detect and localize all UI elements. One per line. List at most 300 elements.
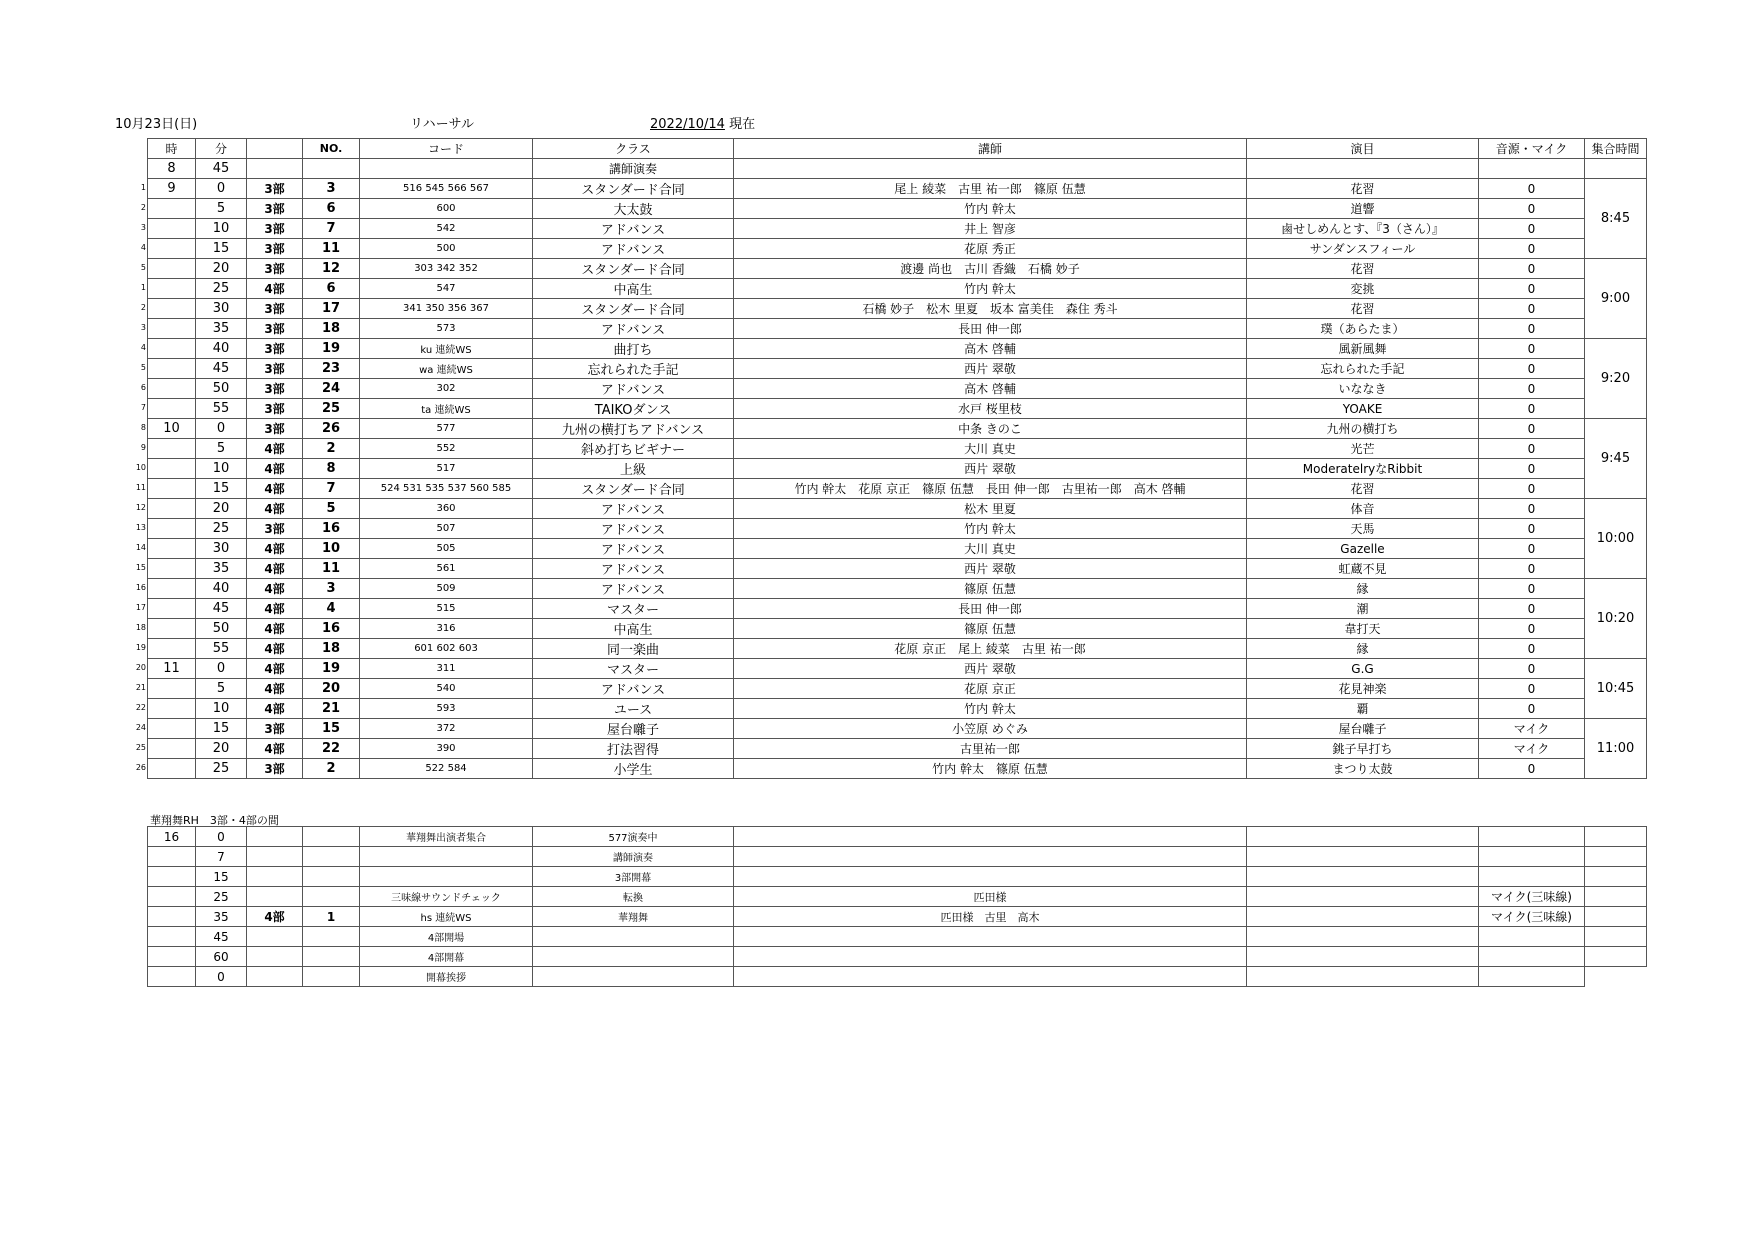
row-number: 11 xyxy=(135,483,146,492)
number-cell: 23 xyxy=(303,359,360,379)
part-cell xyxy=(247,827,303,847)
code-cell: 三味線サウンドチェック xyxy=(360,887,533,907)
table-row xyxy=(148,239,1647,259)
code-cell: hs 連続WS xyxy=(360,907,533,927)
hour-cell: 10 xyxy=(148,419,196,439)
as-of-date xyxy=(650,117,755,133)
class-cell: スタンダード合同 xyxy=(533,479,734,499)
number-cell xyxy=(303,159,360,179)
number-cell: 19 xyxy=(303,339,360,359)
minute-cell: 5 xyxy=(196,439,247,459)
minute-cell: 55 xyxy=(196,399,247,419)
assembly-time-cell: 9:45 xyxy=(1585,419,1647,499)
table-row xyxy=(148,439,1647,459)
code-cell: 573 xyxy=(360,319,533,339)
mic-cell: マイク(三味線) xyxy=(1479,887,1585,907)
hour-cell xyxy=(148,739,196,759)
part-cell: 4部 xyxy=(247,699,303,719)
piece-cell xyxy=(1247,847,1479,867)
row-number: 2 xyxy=(140,303,146,312)
piece-cell: 縁 xyxy=(1247,639,1479,659)
piece-cell: サンダンスフィール xyxy=(1247,239,1479,259)
class-cell: アドバンス xyxy=(533,579,734,599)
class-cell: アドバンス xyxy=(533,559,734,579)
part-cell: 3部 xyxy=(247,299,303,319)
piece-cell: 花習 xyxy=(1247,479,1479,499)
mic-cell: 0 xyxy=(1479,459,1585,479)
row-number: 26 xyxy=(135,763,146,772)
code-cell: 601 602 603 xyxy=(360,639,533,659)
teacher-cell: 匹田様 古里 高木 xyxy=(734,907,1247,927)
number-cell: 24 xyxy=(303,379,360,399)
teacher-cell: 渡邊 尚也 古川 香織 石橋 妙子 xyxy=(734,259,1247,279)
table-row xyxy=(148,259,1647,279)
number-cell: 11 xyxy=(303,559,360,579)
row-number: 20 xyxy=(135,663,146,672)
minute-cell: 10 xyxy=(196,459,247,479)
assembly-time-cell xyxy=(1585,827,1647,847)
piece-cell xyxy=(1247,967,1479,987)
teacher-cell: 西片 翠敬 xyxy=(734,359,1247,379)
table-row xyxy=(148,559,1647,579)
table-row xyxy=(148,219,1647,239)
piece-cell: いななき xyxy=(1247,379,1479,399)
minute-cell: 40 xyxy=(196,339,247,359)
teacher-cell: 花原 秀正 xyxy=(734,239,1247,259)
col-piece: 演目 xyxy=(1247,139,1479,159)
table-row xyxy=(148,479,1647,499)
part-cell: 4部 xyxy=(247,619,303,639)
code-cell: 302 xyxy=(360,379,533,399)
assembly-time-cell: 10:45 xyxy=(1585,659,1647,719)
piece-cell: 変挑 xyxy=(1247,279,1479,299)
teacher-cell: 竹内 幹太 xyxy=(734,699,1247,719)
row-number: 17 xyxy=(135,603,146,612)
teacher-cell: 松木 里夏 xyxy=(734,499,1247,519)
teacher-cell: 花原 京正 xyxy=(734,679,1247,699)
code-cell: 311 xyxy=(360,659,533,679)
mic-cell xyxy=(1479,947,1585,967)
row-number: 6 xyxy=(140,383,146,392)
hour-cell xyxy=(148,927,196,947)
teacher-cell xyxy=(734,967,1247,987)
class-cell: マスター xyxy=(533,599,734,619)
code-cell: 516 545 566 567 xyxy=(360,179,533,199)
teacher-cell xyxy=(734,927,1247,947)
class-cell: 講師演奏 xyxy=(533,159,734,179)
hour-cell xyxy=(148,339,196,359)
part-cell xyxy=(247,159,303,179)
part-cell: 3部 xyxy=(247,359,303,379)
code-cell: 522 584 xyxy=(360,759,533,779)
piece-cell: 韋打天 xyxy=(1247,619,1479,639)
code-cell: 552 xyxy=(360,439,533,459)
part-cell: 3部 xyxy=(247,179,303,199)
row-number: 3 xyxy=(140,223,146,232)
number-cell: 18 xyxy=(303,319,360,339)
part-cell: 4部 xyxy=(247,439,303,459)
mic-cell: 0 xyxy=(1479,699,1585,719)
class-cell: マスター xyxy=(533,659,734,679)
number-cell: 19 xyxy=(303,659,360,679)
hour-cell xyxy=(148,759,196,779)
mic-cell: 0 xyxy=(1479,179,1585,199)
table-row xyxy=(148,639,1647,659)
piece-cell xyxy=(1247,827,1479,847)
teacher-cell: 匹田様 xyxy=(734,887,1247,907)
code-cell: 593 xyxy=(360,699,533,719)
code-cell: 507 xyxy=(360,519,533,539)
part-cell xyxy=(247,867,303,887)
row-number: 21 xyxy=(135,683,146,692)
teacher-cell xyxy=(734,847,1247,867)
table-row xyxy=(148,619,1647,639)
code-cell: 4部開場 xyxy=(360,927,533,947)
col-sound-mic: 音源・マイク xyxy=(1479,139,1585,159)
code-cell: 316 xyxy=(360,619,533,639)
minute-cell: 45 xyxy=(196,159,247,179)
rh-table-row xyxy=(148,867,1647,887)
number-cell: 18 xyxy=(303,639,360,659)
hour-cell xyxy=(148,459,196,479)
rh-section-title: 華翔舞RH 3部・4部の間 xyxy=(150,814,279,827)
teacher-cell: 中条 きのこ xyxy=(734,419,1247,439)
mic-cell: 0 xyxy=(1479,299,1585,319)
teacher-cell: 花原 京正 尾上 綾菜 古里 祐一郎 xyxy=(734,639,1247,659)
minute-cell: 55 xyxy=(196,639,247,659)
hour-cell xyxy=(148,847,196,867)
hour-cell xyxy=(148,379,196,399)
hour-cell xyxy=(148,947,196,967)
class-cell: 小学生 xyxy=(533,759,734,779)
teacher-cell xyxy=(734,947,1247,967)
class-cell: 曲打ち xyxy=(533,339,734,359)
teacher-cell: 井上 智彦 xyxy=(734,219,1247,239)
class-cell: 屋台囃子 xyxy=(533,719,734,739)
part-cell: 3部 xyxy=(247,319,303,339)
col-number: NO. xyxy=(303,139,360,159)
table-row xyxy=(148,519,1647,539)
piece-cell: 花習 xyxy=(1247,179,1479,199)
teacher-cell: 長田 伸一郎 xyxy=(734,319,1247,339)
mic-cell: 0 xyxy=(1479,599,1585,619)
minute-cell: 5 xyxy=(196,679,247,699)
hour-cell: 16 xyxy=(148,827,196,847)
hour-cell xyxy=(148,479,196,499)
minute-cell: 7 xyxy=(196,847,247,867)
hour-cell xyxy=(148,679,196,699)
as-of-date-value: 2022/10/14 xyxy=(650,117,725,132)
table-row xyxy=(148,679,1647,699)
number-cell: 15 xyxy=(303,719,360,739)
part-cell: 3部 xyxy=(247,419,303,439)
teacher-cell: 竹内 幹太 xyxy=(734,519,1247,539)
table-row xyxy=(148,759,1647,779)
minute-cell: 45 xyxy=(196,927,247,947)
table-row xyxy=(148,399,1647,419)
part-cell xyxy=(247,947,303,967)
table-row xyxy=(148,659,1647,679)
table-row xyxy=(148,459,1647,479)
teacher-cell: 石橋 妙子 松木 里夏 坂本 富美佳 森住 秀斗 xyxy=(734,299,1247,319)
class-cell: ユース xyxy=(533,699,734,719)
mic-cell: 0 xyxy=(1479,379,1585,399)
part-cell: 3部 xyxy=(247,339,303,359)
teacher-cell: 篠原 伍慧 xyxy=(734,619,1247,639)
teacher-cell: 大川 真史 xyxy=(734,539,1247,559)
row-number: 2 xyxy=(140,203,146,212)
code-cell: 303 342 352 xyxy=(360,259,533,279)
hour-cell xyxy=(148,259,196,279)
minute-cell: 35 xyxy=(196,319,247,339)
mic-cell xyxy=(1479,847,1585,867)
code-cell: wa 連続WS xyxy=(360,359,533,379)
number-cell: 16 xyxy=(303,519,360,539)
minute-cell: 0 xyxy=(196,419,247,439)
row-number: 18 xyxy=(135,623,146,632)
teacher-cell xyxy=(734,867,1247,887)
code-cell: 509 xyxy=(360,579,533,599)
hour-cell xyxy=(148,199,196,219)
part-cell: 3部 xyxy=(247,379,303,399)
piece-cell xyxy=(1247,867,1479,887)
piece-cell: YOAKE xyxy=(1247,399,1479,419)
mic-cell xyxy=(1479,867,1585,887)
number-cell xyxy=(303,847,360,867)
hour-cell xyxy=(148,907,196,927)
rh-table-row xyxy=(148,847,1647,867)
piece-cell xyxy=(1247,159,1479,179)
minute-cell: 15 xyxy=(196,239,247,259)
class-cell: 九州の横打ちアドバンス xyxy=(533,419,734,439)
part-cell: 3部 xyxy=(247,519,303,539)
teacher-cell: 竹内 幹太 篠原 伍慧 xyxy=(734,759,1247,779)
teacher-cell xyxy=(734,159,1247,179)
class-cell: 577演奏中 xyxy=(533,827,734,847)
minute-cell: 45 xyxy=(196,359,247,379)
minute-cell: 25 xyxy=(196,279,247,299)
code-cell: 515 xyxy=(360,599,533,619)
number-cell: 16 xyxy=(303,619,360,639)
number-cell: 7 xyxy=(303,479,360,499)
minute-cell: 40 xyxy=(196,579,247,599)
minute-cell: 5 xyxy=(196,199,247,219)
mic-cell: 0 xyxy=(1479,619,1585,639)
mic-cell: 0 xyxy=(1479,319,1585,339)
class-cell: アドバンス xyxy=(533,319,734,339)
code-cell: 517 xyxy=(360,459,533,479)
piece-cell: 体音 xyxy=(1247,499,1479,519)
piece-cell: 屋台囃子 xyxy=(1247,719,1479,739)
header-row xyxy=(148,139,1647,159)
piece-cell: ModeratelryなRibbit xyxy=(1247,459,1479,479)
hour-cell xyxy=(148,399,196,419)
code-cell: 500 xyxy=(360,239,533,259)
class-cell: 斜め打ちビギナー xyxy=(533,439,734,459)
teacher-performance-row xyxy=(148,159,1647,179)
minute-cell: 20 xyxy=(196,499,247,519)
part-cell: 3部 xyxy=(247,239,303,259)
hour-cell: 9 xyxy=(148,179,196,199)
hour-cell xyxy=(148,239,196,259)
number-cell xyxy=(303,867,360,887)
mic-cell: 0 xyxy=(1479,419,1585,439)
code-cell: ta 連続WS xyxy=(360,399,533,419)
piece-cell: 縁 xyxy=(1247,579,1479,599)
minute-cell: 25 xyxy=(196,759,247,779)
mic-cell: 0 xyxy=(1479,519,1585,539)
teacher-cell: 西片 翠敬 xyxy=(734,659,1247,679)
number-cell: 11 xyxy=(303,239,360,259)
part-cell: 4部 xyxy=(247,659,303,679)
mic-cell: 0 xyxy=(1479,499,1585,519)
teacher-cell: 高木 啓輔 xyxy=(734,379,1247,399)
row-number: 13 xyxy=(135,523,146,532)
code-cell: 542 xyxy=(360,219,533,239)
hour-cell xyxy=(148,639,196,659)
rh-table-row xyxy=(148,927,1647,947)
part-cell: 3部 xyxy=(247,219,303,239)
hour-cell xyxy=(148,719,196,739)
minute-cell: 15 xyxy=(196,719,247,739)
part-cell: 4部 xyxy=(247,479,303,499)
mic-cell: 0 xyxy=(1479,259,1585,279)
number-cell: 5 xyxy=(303,499,360,519)
assembly-time-cell: 10:20 xyxy=(1585,579,1647,659)
minute-cell: 30 xyxy=(196,299,247,319)
table-row xyxy=(148,319,1647,339)
assembly-time-cell xyxy=(1585,907,1647,927)
mic-cell: 0 xyxy=(1479,199,1585,219)
teacher-cell: 水戸 桜里枝 xyxy=(734,399,1247,419)
hour-cell xyxy=(148,559,196,579)
number-cell xyxy=(303,887,360,907)
minute-cell: 0 xyxy=(196,967,247,987)
rehearsal-schedule-table xyxy=(147,138,1647,779)
mic-cell xyxy=(1479,159,1585,179)
hour-cell xyxy=(148,887,196,907)
minute-cell: 20 xyxy=(196,259,247,279)
minute-cell: 60 xyxy=(196,947,247,967)
mic-cell: マイク(三味線) xyxy=(1479,907,1585,927)
row-number: 12 xyxy=(135,503,146,512)
piece-cell: まつり太鼓 xyxy=(1247,759,1479,779)
table-row xyxy=(148,299,1647,319)
class-cell: アドバンス xyxy=(533,239,734,259)
number-cell: 6 xyxy=(303,279,360,299)
assembly-time-cell xyxy=(1585,967,1647,987)
code-cell: 505 xyxy=(360,539,533,559)
rh-schedule-table xyxy=(147,826,1647,987)
row-number: 22 xyxy=(135,703,146,712)
part-cell: 4部 xyxy=(247,579,303,599)
table-row xyxy=(148,179,1647,199)
teacher-cell: 西片 翠敬 xyxy=(734,559,1247,579)
number-cell: 6 xyxy=(303,199,360,219)
teacher-cell: 長田 伸一郎 xyxy=(734,599,1247,619)
part-cell: 4部 xyxy=(247,679,303,699)
row-number: 5 xyxy=(140,263,146,272)
class-cell: 打法習得 xyxy=(533,739,734,759)
part-cell: 3部 xyxy=(247,759,303,779)
class-cell: アドバンス xyxy=(533,499,734,519)
class-cell xyxy=(533,967,734,987)
hour-cell xyxy=(148,579,196,599)
piece-cell: 覇 xyxy=(1247,699,1479,719)
code-cell xyxy=(360,867,533,887)
number-cell: 1 xyxy=(303,907,360,927)
code-cell: 540 xyxy=(360,679,533,699)
teacher-cell: 高木 啓輔 xyxy=(734,339,1247,359)
assembly-time-cell xyxy=(1585,947,1647,967)
rh-table-row xyxy=(148,967,1647,987)
table-row xyxy=(148,199,1647,219)
table-row xyxy=(148,419,1647,439)
mic-cell: 0 xyxy=(1479,399,1585,419)
code-cell: ku 連続WS xyxy=(360,339,533,359)
number-cell: 22 xyxy=(303,739,360,759)
code-cell: 4部開幕 xyxy=(360,947,533,967)
col-code: コード xyxy=(360,139,533,159)
hour-cell xyxy=(148,619,196,639)
teacher-cell: 尾上 綾菜 古里 祐一郎 篠原 伍慧 xyxy=(734,179,1247,199)
class-cell: アドバンス xyxy=(533,219,734,239)
hour-cell xyxy=(148,219,196,239)
table-row xyxy=(148,719,1647,739)
part-cell: 3部 xyxy=(247,719,303,739)
class-cell: 3部開幕 xyxy=(533,867,734,887)
minute-cell: 25 xyxy=(196,519,247,539)
mic-cell: 0 xyxy=(1479,659,1585,679)
minute-cell: 35 xyxy=(196,559,247,579)
number-cell: 25 xyxy=(303,399,360,419)
number-cell: 12 xyxy=(303,259,360,279)
mic-cell: 0 xyxy=(1479,579,1585,599)
class-cell: 上級 xyxy=(533,459,734,479)
number-cell: 26 xyxy=(303,419,360,439)
code-cell: 華翔舞出演者集合 xyxy=(360,827,533,847)
hour-cell xyxy=(148,967,196,987)
number-cell xyxy=(303,947,360,967)
hour-cell xyxy=(148,599,196,619)
teacher-cell: 小笠原 めぐみ xyxy=(734,719,1247,739)
assembly-time-cell xyxy=(1585,867,1647,887)
row-number: 1 xyxy=(140,183,146,192)
hour-cell xyxy=(148,867,196,887)
row-number: 19 xyxy=(135,643,146,652)
hour-cell xyxy=(148,539,196,559)
code-cell: 524 531 535 537 560 585 xyxy=(360,479,533,499)
table-row xyxy=(148,279,1647,299)
mic-cell: 0 xyxy=(1479,759,1585,779)
class-cell: アドバンス xyxy=(533,379,734,399)
row-number: 14 xyxy=(135,543,146,552)
minute-cell: 30 xyxy=(196,539,247,559)
number-cell: 3 xyxy=(303,179,360,199)
class-cell: アドバンス xyxy=(533,519,734,539)
part-cell: 4部 xyxy=(247,459,303,479)
teacher-cell: 竹内 幹太 xyxy=(734,199,1247,219)
number-cell: 10 xyxy=(303,539,360,559)
table-row xyxy=(148,739,1647,759)
number-cell: 7 xyxy=(303,219,360,239)
hour-cell xyxy=(148,299,196,319)
mic-cell: 0 xyxy=(1479,239,1585,259)
part-cell: 4部 xyxy=(247,499,303,519)
piece-cell: 銚子早打ち xyxy=(1247,739,1479,759)
part-cell xyxy=(247,847,303,867)
hour-cell xyxy=(148,499,196,519)
